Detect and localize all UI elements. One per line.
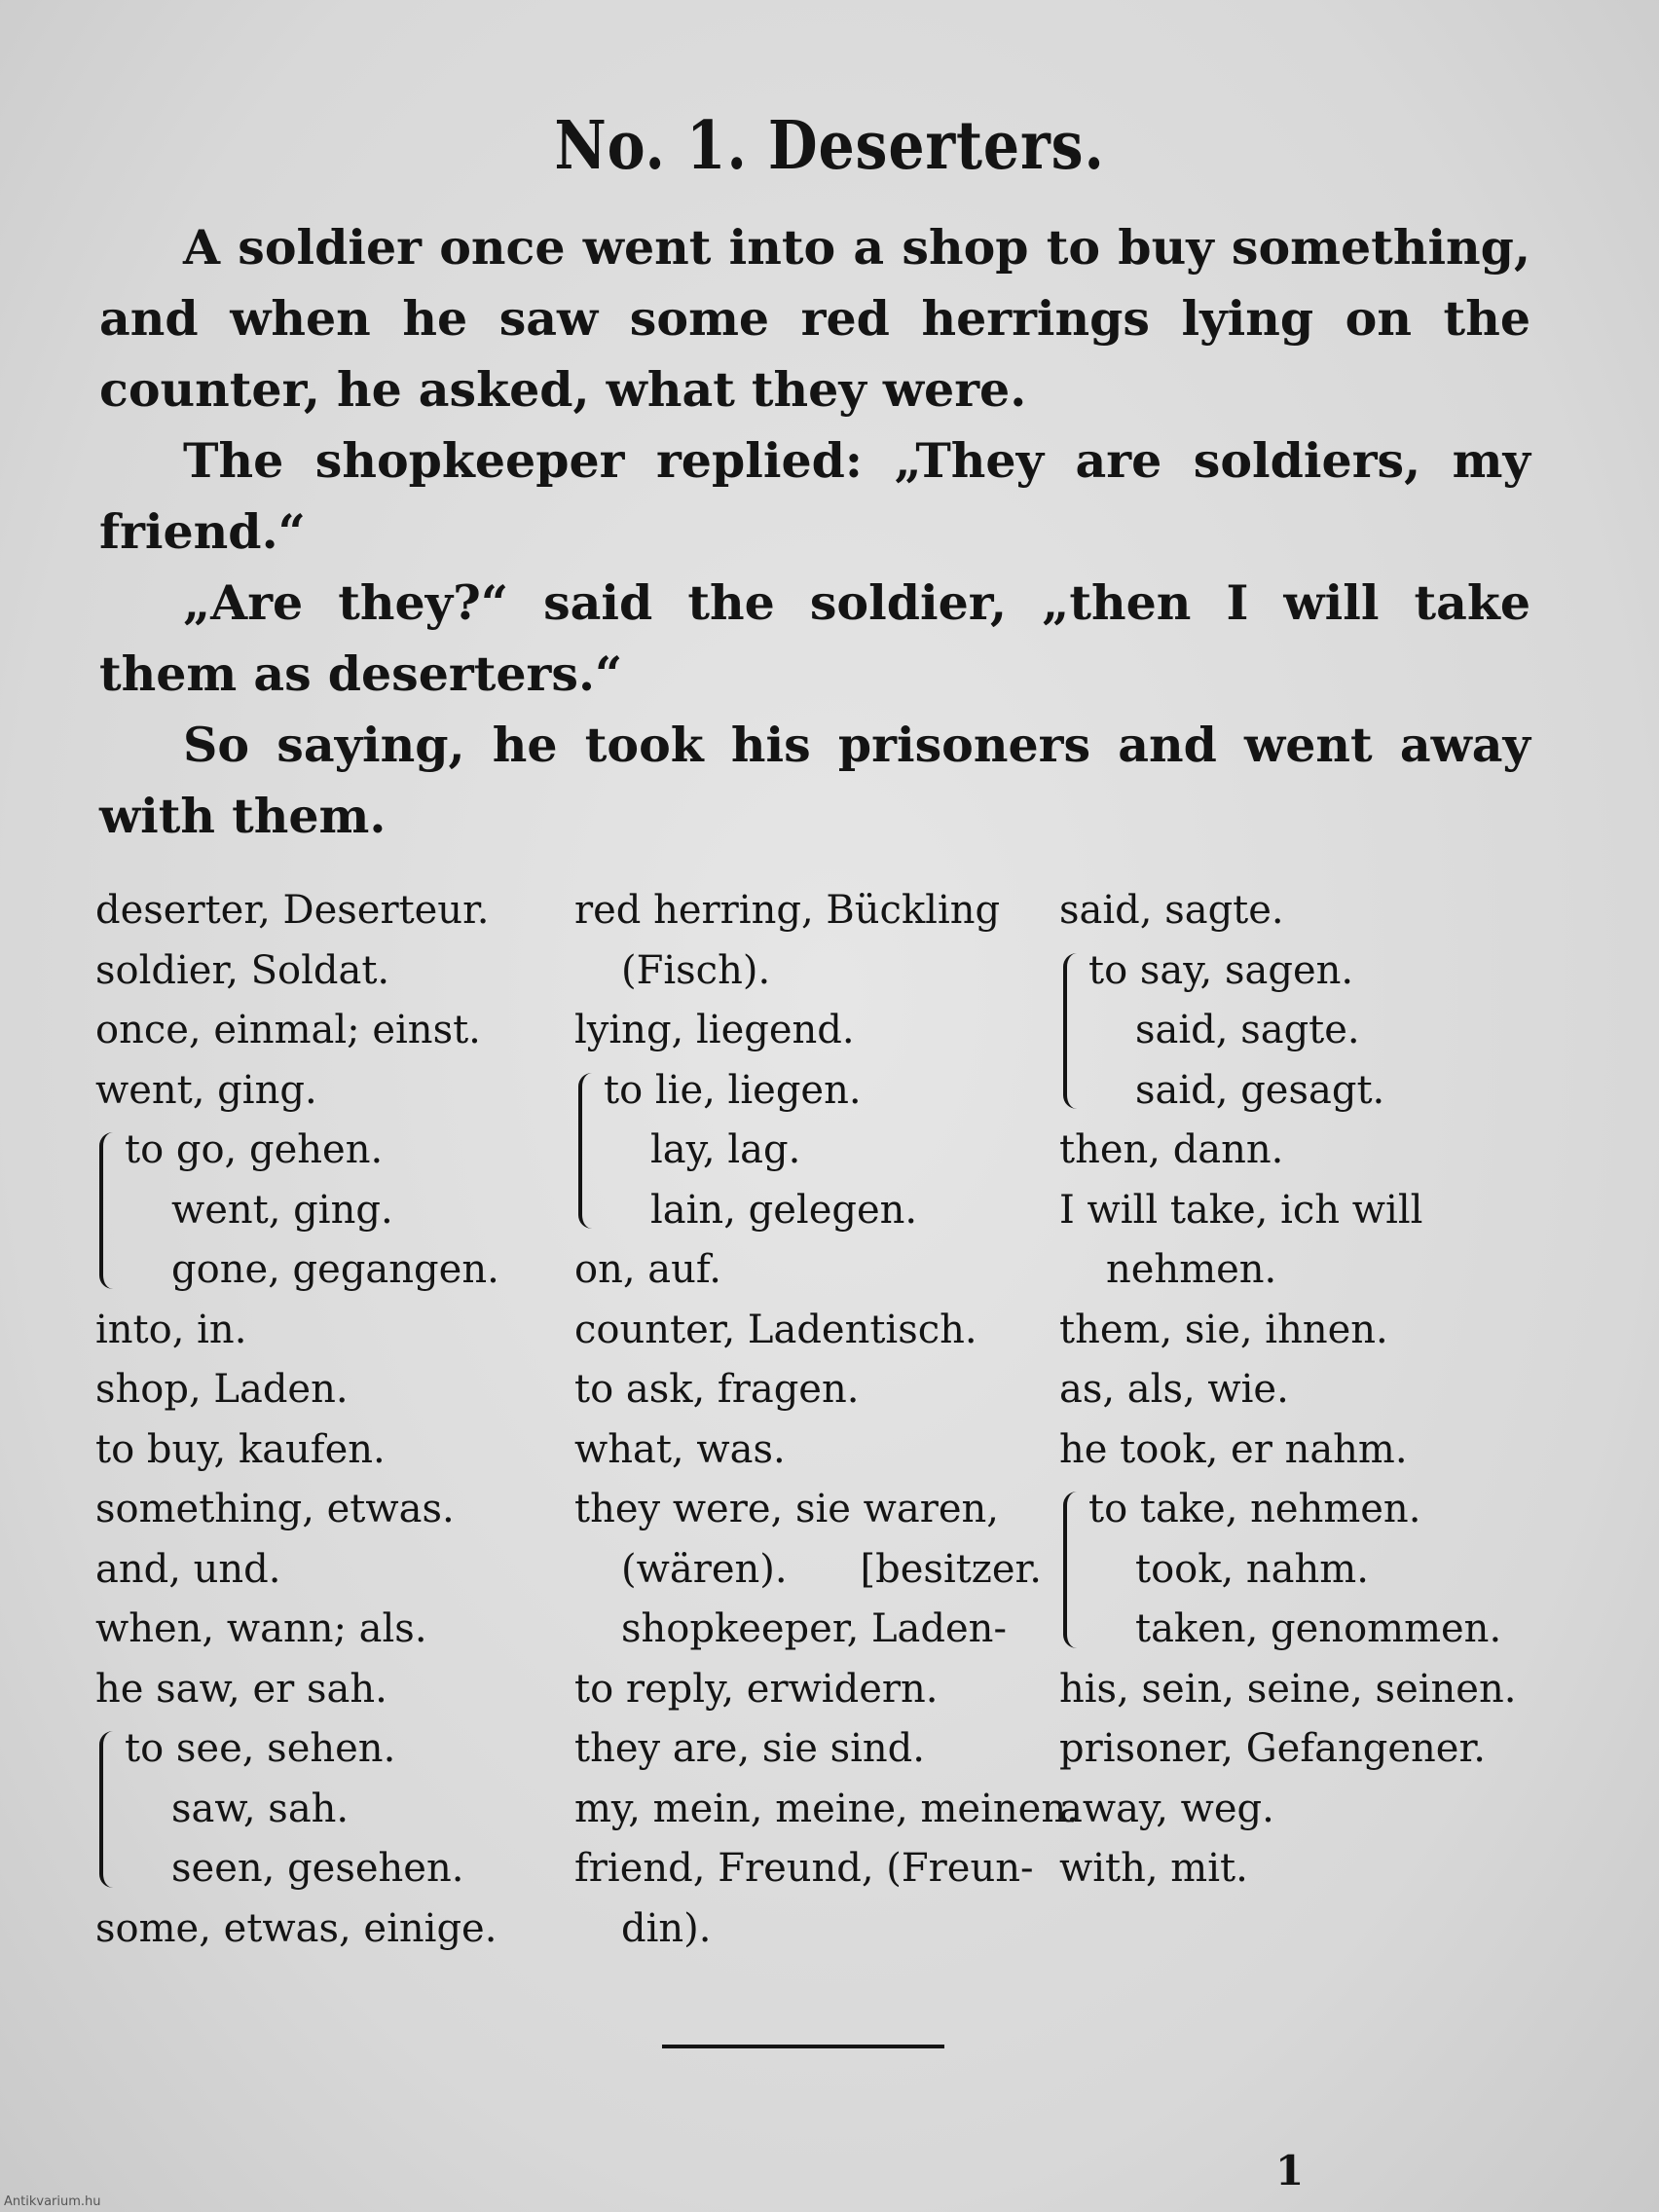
vocab-entry: to buy, kaufen. [95, 1426, 386, 1472]
vocab-entry: they were, sie waren, [574, 1487, 1000, 1531]
vocab-entry: away, weg. [1059, 1786, 1274, 1831]
story-text [99, 212, 1530, 852]
vocab-entry: prisoner, Gefangener. [1059, 1726, 1486, 1771]
vocab-entry: lay, lag. [650, 1127, 801, 1172]
story-paragraph-1: A soldier once went into a shop to buy something, and when he saw some red herrings lying on the counter, he asked, what they were. [99, 219, 1530, 418]
story-paragraph-2: The shopkeeper replied: „They are soldiers, my friend.“ [99, 432, 1530, 560]
vocab-entry: gone, gegangen. [171, 1247, 499, 1292]
vocab-entry: to ask, fragen. [574, 1367, 860, 1412]
conjugation-group-lie [574, 1061, 1042, 1241]
vocab-entry: then, dann. [1059, 1127, 1284, 1172]
vocab-entry: nehmen. [1106, 1247, 1277, 1292]
vocab-entry: din). [621, 1905, 712, 1951]
vocab-entry: with, mit. [1059, 1846, 1248, 1891]
watermark: Antikvarium.hu [4, 2194, 101, 2209]
vocab-entry: some, etwas, einige. [95, 1905, 498, 1951]
vocabulary-column-2 [574, 881, 1079, 1959]
vocab-entry: into, in. [95, 1307, 247, 1352]
vocab-entry: seen, gesehen. [171, 1846, 464, 1891]
vocab-entry: said, gesagt. [1135, 1067, 1385, 1113]
vocab-entry: something, etwas. [95, 1487, 455, 1531]
vocabulary-column-3 [1059, 881, 1527, 1899]
vocab-entry: what, was. [574, 1426, 786, 1472]
vocab-entry: friend, Freund, (Freun- [574, 1846, 1034, 1891]
vocab-entry: counter, Ladentisch. [574, 1307, 977, 1352]
vocab-entry: they are, sie sind. [574, 1726, 925, 1771]
vocab-entry: said, sagte. [1135, 1008, 1360, 1052]
vocab-entry: once, einmal; einst. [95, 1008, 481, 1052]
vocab-entry: taken, genommen. [1135, 1606, 1502, 1651]
vocab-entry: went, ging. [95, 1067, 317, 1113]
vocab-entry: on, auf. [574, 1247, 721, 1292]
conjugation-group-say [1059, 941, 1527, 1122]
vocab-entry: his, sein, seine, seinen. [1059, 1666, 1517, 1712]
vocab-entry: and, und. [95, 1546, 281, 1592]
vocab-entry: them, sie, ihnen. [1059, 1307, 1388, 1352]
vocab-entry: to go, gehen. [125, 1127, 384, 1172]
story-paragraph-4: So saying, he took his prisoners and went away with them. [99, 717, 1530, 844]
vocab-entry: I will take, ich will [1059, 1187, 1423, 1233]
vocab-entry: he saw, er sah. [95, 1666, 387, 1712]
vocab-entry: lain, gelegen. [650, 1187, 918, 1233]
vocab-entry: to take, nehmen. [1088, 1487, 1421, 1531]
vocab-entry: (Fisch). [621, 947, 771, 993]
vocab-entry: as, als, wie. [1059, 1367, 1289, 1412]
vocab-entry-part: (wären). [621, 1546, 788, 1592]
vocab-entry: he took, er nahm. [1059, 1426, 1408, 1472]
conjugation-group-take [1059, 1480, 1527, 1660]
conjugation-group-see [95, 1719, 514, 1899]
vocab-entry: said, sagte. [1059, 888, 1284, 933]
vocab-entry: saw, sah. [171, 1786, 350, 1831]
page-number: 1 [1275, 2147, 1305, 2194]
vocab-entry: to lie, liegen. [604, 1067, 862, 1113]
vocab-entry: went, ging. [171, 1187, 393, 1233]
vocab-entry-part: [besitzer. [860, 1546, 1042, 1592]
vocab-entry: took, nahm. [1135, 1546, 1369, 1592]
vocab-entry: to reply, erwidern. [574, 1666, 939, 1712]
vocab-entry: deserter, Deserteur. [95, 888, 490, 933]
vocab-entry: my, mein, meine, meinen. [574, 1786, 1079, 1831]
vocab-entry: red herring, Bückling [574, 888, 1001, 933]
story-paragraph-3: „Are they?“ said the soldier, „then I will take them as deserters.“ [99, 574, 1530, 702]
vocab-entry: shop, Laden. [95, 1367, 349, 1412]
vocab-entry: soldier, Soldat. [95, 947, 390, 993]
conjugation-group-go [95, 1121, 514, 1301]
chapter-title: No. 1. Deserters. [554, 107, 1105, 185]
vocab-entry: lying, liegend. [574, 1008, 855, 1052]
vocab-entry: to say, sagen. [1088, 947, 1354, 993]
vocab-entry: shopkeeper, Laden- [621, 1606, 1007, 1651]
vocabulary-column-1 [95, 881, 514, 1959]
vocab-entry: when, wann; als. [95, 1606, 427, 1651]
vocab-entry: to see, sehen. [125, 1726, 396, 1771]
section-divider [662, 2045, 944, 2048]
vocab-entry [574, 1540, 1042, 1601]
